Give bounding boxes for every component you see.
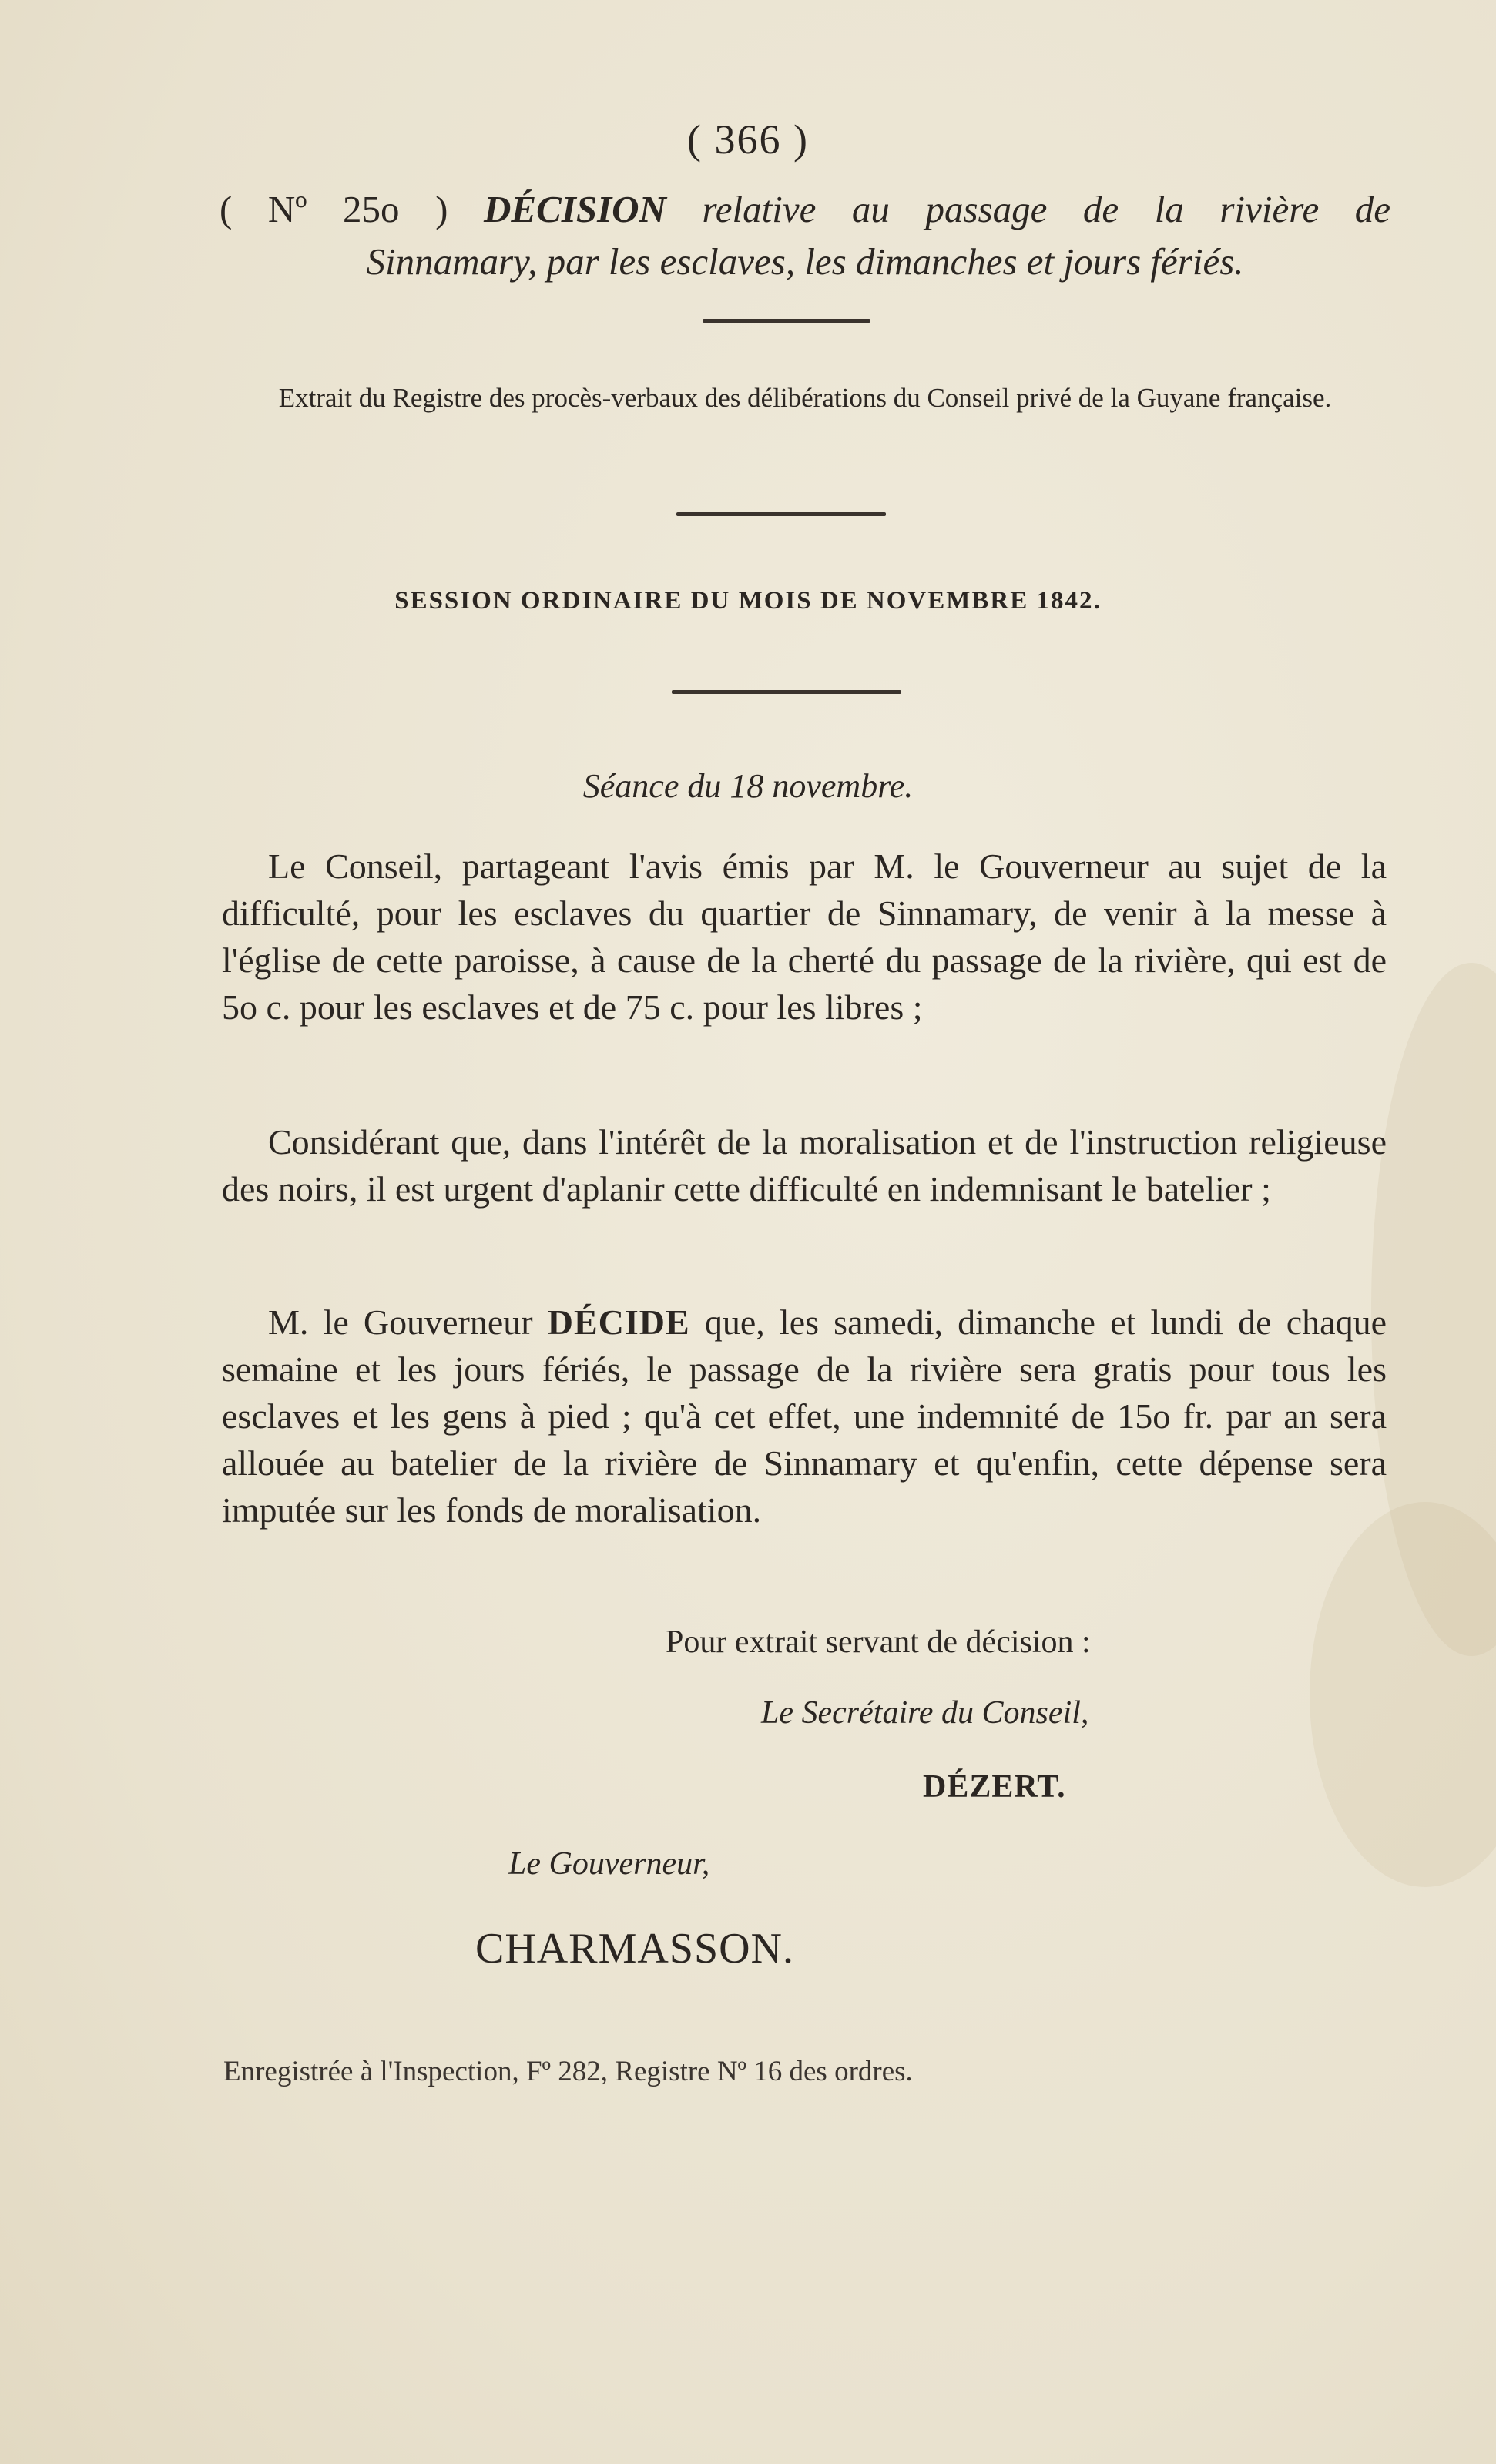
paragraph-conseil: Le Conseil, partageant l'avis émis par M. le Gouverneur au sujet de la difficulté, pour les esclaves du quartier de Sinnamary, de venir à la messe à l'église de cette paroisse, à cause de la cherté du passage de la rivière, qui est de 5o c. pour les esclaves et de 75 c. pour les libres ; <box>222 846 1387 1027</box>
divider-rule <box>703 319 870 323</box>
divider-rule <box>676 512 886 516</box>
paragraph-decision <box>222 1299 1387 1534</box>
page-number: ( 366 ) <box>687 116 809 163</box>
decision-text-start: M. le Gouverneur <box>268 1302 533 1342</box>
decision-title-caps: DÉCISION <box>484 188 666 230</box>
decision-title-line1: relative au passage de la rivière de <box>702 188 1391 230</box>
pour-extrait-line: Pour extrait servant de décision : <box>666 1624 1091 1660</box>
registration-note: Enregistrée à l'Inspection, Fº 282, Registre Nº 16 des ordres. <box>223 2056 913 2087</box>
paper-stain <box>1310 1502 1496 1887</box>
secretaire-name: DÉZERT. <box>923 1769 1066 1805</box>
divider-rule <box>672 690 901 694</box>
secretaire-title: Le Secrétaire du Conseil, <box>761 1695 1089 1731</box>
paragraph-considerant: Considérant que, dans l'intérêt de la moralisation et de l'instruction religieuse des noirs, il est urgent d'aplanir cette difficulté en indemnisant le batelier ; <box>222 1122 1387 1209</box>
decision-title-line2: Sinnamary, par les esclaves, les dimanches et jours fériés. <box>366 240 1244 283</box>
gouverneur-name: CHARMASSON. <box>475 1925 794 1973</box>
decision-number: ( Nº 25o ) <box>220 188 448 230</box>
decision-text-rest: que, les samedi, dimanche et lundi de chaque semaine et les jours fériés, le passage de la rivière sera gratis pour tous les esclaves et les gens à pied ; qu'à cet effet, une indemnité de 15o fr. par an sera allouée au batelier de la rivière de Sinnamary et qu'enfin, cette dépense sera imputée sur les fonds de moralisation. <box>222 1302 1387 1530</box>
extract-header: Extrait du Registre des procès-verbaux des délibérations du Conseil privé de la Guyane française. <box>278 383 1332 413</box>
session-title: SESSION ORDINAIRE DU MOIS DE NOVEMBRE 1842. <box>394 587 1102 615</box>
gouverneur-title: Le Gouverneur, <box>508 1846 710 1882</box>
decide-word: DÉCIDE <box>547 1302 690 1342</box>
decision-heading <box>220 183 1390 236</box>
seance-title: Séance du 18 novembre. <box>582 767 914 805</box>
